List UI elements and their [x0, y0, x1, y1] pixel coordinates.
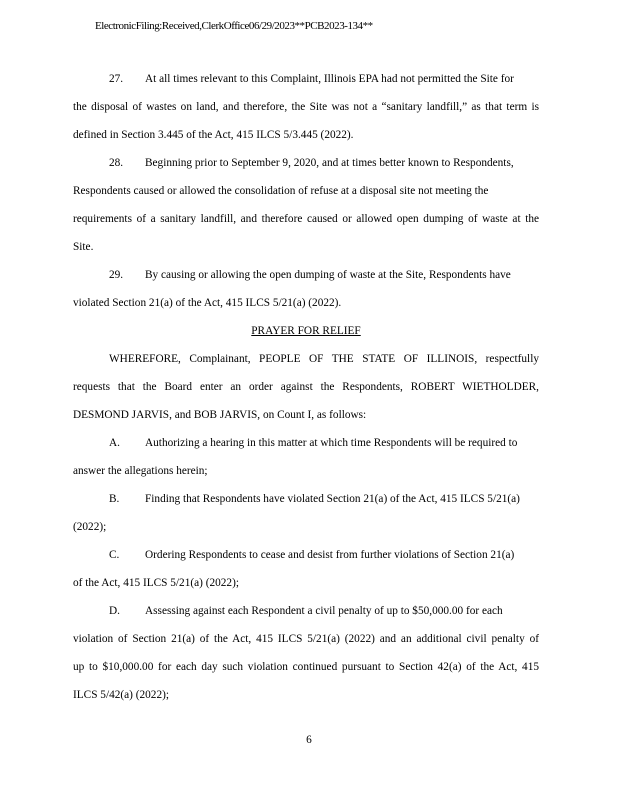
- document-body: [73, 69, 539, 713]
- paragraph-28-line-2: Respondents caused or allowed the consolidation of refuse at a disposal site not meeting the: [73, 185, 489, 197]
- relief-text: Authorizing a hearing in this matter at which time Respondents will be required to: [145, 437, 518, 449]
- relief-text: Finding that Respondents have violated Section 21(a) of the Act, 415 ILCS 5/21(a): [145, 493, 520, 505]
- page-number: 6: [306, 734, 312, 746]
- wherefore-line-1: WHEREFORE, Complainant, PEOPLE OF THE STATE OF ILLINOIS, respectfully: [109, 353, 539, 365]
- relief-b-line-2: (2022);: [73, 521, 107, 533]
- paragraph-28-line-1: [73, 153, 539, 181]
- filing-stamp: ElectronicFiling:Received,ClerkOffice06/29/2023**PCB2023-134**: [95, 20, 373, 32]
- relief-label: A.: [109, 437, 120, 449]
- relief-c-line-1: [73, 545, 539, 573]
- relief-a-line-1: [73, 433, 539, 461]
- paragraph-text: By causing or allowing the open dumping of waste at the Site, Respondents have: [145, 269, 511, 281]
- paragraph-number: 27.: [109, 73, 124, 85]
- relief-label: B.: [109, 493, 120, 505]
- relief-text: Ordering Respondents to cease and desist from further violations of Section 21(a): [145, 549, 515, 561]
- paragraph-text: At all times relevant to this Complaint, Illinois EPA had not permitted the Site for: [145, 73, 514, 85]
- paragraph-29-line-2: violated Section 21(a) of the Act, 415 ILCS 5/21(a) (2022).: [73, 297, 342, 309]
- paragraph-28-line-4: Site.: [73, 241, 94, 253]
- relief-text: Assessing against each Respondent a civil penalty of up to $50,000.00 for each: [145, 605, 503, 617]
- relief-d-line-3: up to $10,000.00 for each day such violation continued pursuant to Section 42(a) of the Act, 415: [73, 661, 539, 673]
- paragraph-29-line-1: [73, 265, 539, 293]
- paragraph-27-line-1: [73, 69, 539, 97]
- paragraph-27-line-2: the disposal of wastes on land, and therefore, the Site was not a “sanitary landfill,” as that term is: [73, 101, 539, 113]
- relief-a-line-2: answer the allegations herein;: [73, 465, 208, 477]
- relief-c-line-2: of the Act, 415 ILCS 5/21(a) (2022);: [73, 577, 239, 589]
- relief-d-line-1: [73, 601, 539, 629]
- wherefore-line-2: requests that the Board enter an order against the Respondents, ROBERT WIETHOLDER,: [73, 381, 539, 393]
- relief-d-line-2: violation of Section 21(a) of the Act, 415 ILCS 5/21(a) (2022) and an additional civil penalty of: [73, 633, 539, 645]
- relief-label: C.: [109, 549, 120, 561]
- paragraph-number: 29.: [109, 269, 124, 281]
- paragraph-28-line-3: requirements of a sanitary landfill, and therefore caused or allowed open dumping of waste at the: [73, 213, 539, 225]
- section-heading-line: [73, 321, 539, 349]
- paragraph-number: 28.: [109, 157, 124, 169]
- wherefore-line-3: DESMOND JARVIS, and BOB JARVIS, on Count I, as follows:: [73, 409, 367, 421]
- paragraph-27-line-3: defined in Section 3.445 of the Act, 415 ILCS 5/3.445 (2022).: [73, 129, 354, 141]
- prayer-heading: PRAYER FOR RELIEF: [251, 325, 361, 337]
- paragraph-text: Beginning prior to September 9, 2020, and at times better known to Respondents,: [145, 157, 514, 169]
- relief-b-line-1: [73, 489, 539, 517]
- relief-d-line-4: ILCS 5/42(a) (2022);: [73, 689, 170, 701]
- relief-label: D.: [109, 605, 120, 617]
